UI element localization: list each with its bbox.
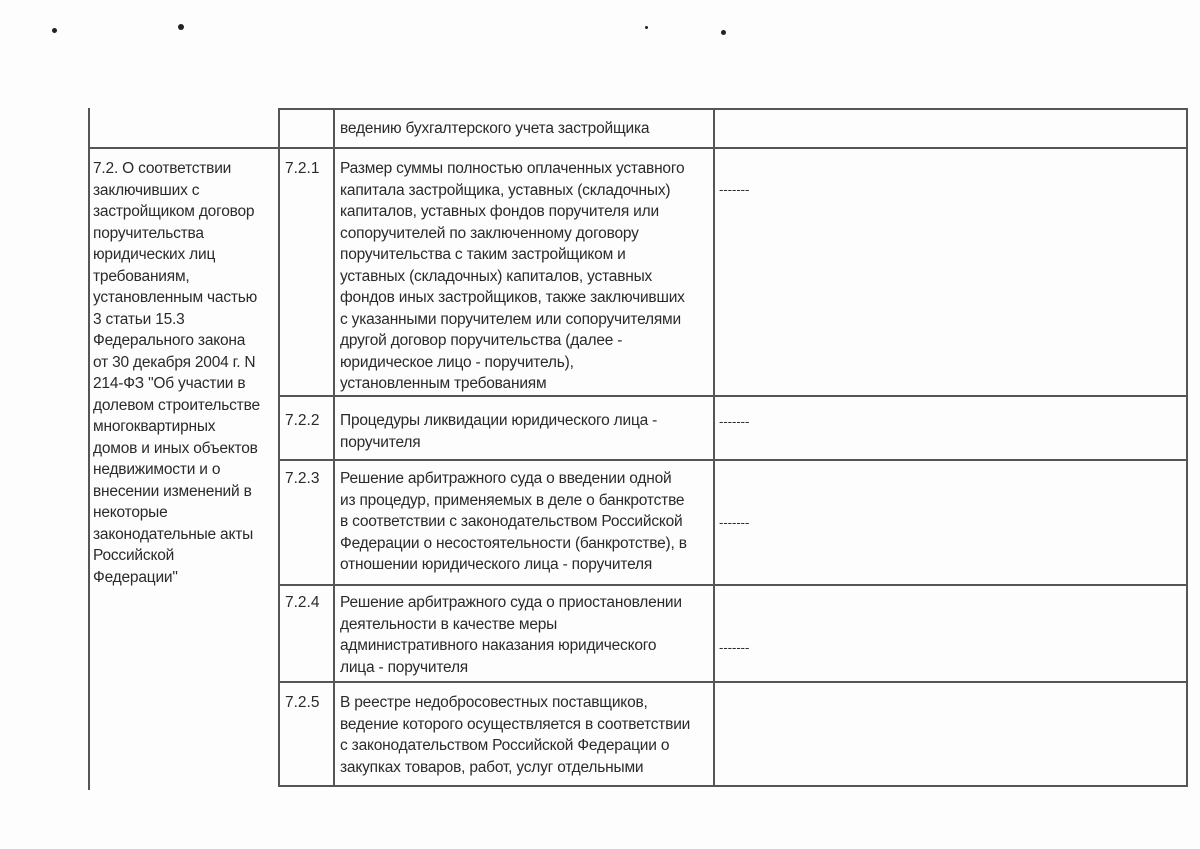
row-value: -------	[719, 640, 750, 655]
row-text: Процедуры ликвидации юридического лица - поручителя	[340, 412, 658, 451]
table-border	[278, 395, 1188, 397]
row-text: Размер суммы полностью оплаченных уставного капитала застройщика, уставных (складочных) капиталов, уставных фондов поручителя или сопоручителей по заключенному договору поручительства с таким застройщиком и уставных (складочных) капиталов, уставных фондов иных застройщиков, также заключивших с указанными поручителем или сопоручителями другой договор поручительства (далее - юридическое лицо - поручитель), установленным требованиям	[340, 160, 685, 392]
scan-speck	[178, 24, 184, 30]
table-border	[278, 584, 1188, 586]
table-border	[278, 459, 1188, 461]
scan-speck	[52, 28, 57, 33]
row-number: 7.2.4	[285, 594, 320, 611]
row-value: -------	[719, 182, 750, 197]
row-number: 7.2.3	[285, 470, 320, 487]
row-value: -------	[719, 515, 750, 530]
table-border	[278, 108, 1188, 110]
row-text: Решение арбитражного суда о приостановлении деятельности в качестве меры административного наказания юридического лица - поручителя	[340, 594, 682, 676]
row-number: 7.2.5	[285, 694, 320, 711]
continuation-text: ведению бухгалтерского учета застройщика	[340, 120, 650, 137]
table-border	[278, 108, 280, 786]
row-value: -------	[719, 414, 750, 429]
row-text: Решение арбитражного суда о введении одной из процедур, применяемых в деле о банкротстве в соответствии с законодательством Российской Федерации о несостоятельности (банкротстве), в отношении юридического лица - поручителя	[340, 470, 687, 573]
row-text: В реестре недобросовестных поставщиков, ведение которого осуществляется в соответствии с законодательством Российской Федерации о закупках товаров, работ, услуг отдельными	[340, 694, 691, 776]
section-title: 7.2. О соответствии заключивших с застройщиком договор поручительства юридических лиц требованиям, установленным частью 3 статьи 15.3 Федерального закона от 30 декабря 2004 г. N 214-ФЗ "Об участии в долевом строительстве многоквартирных домов и иных объектов недвижимости и о внесении изменений в некоторые законодательные акты Российской Федерации"	[93, 160, 260, 586]
scan-speck	[645, 26, 648, 29]
table-border	[278, 681, 1188, 683]
row-number: 7.2.1	[285, 160, 320, 177]
table-border	[278, 785, 1188, 787]
table-border	[1186, 108, 1188, 786]
row-number: 7.2.2	[285, 412, 320, 429]
table-border	[88, 108, 90, 790]
table-border	[88, 147, 1188, 149]
table-border	[713, 108, 715, 786]
table-border	[333, 108, 335, 786]
scan-speck	[721, 30, 726, 35]
